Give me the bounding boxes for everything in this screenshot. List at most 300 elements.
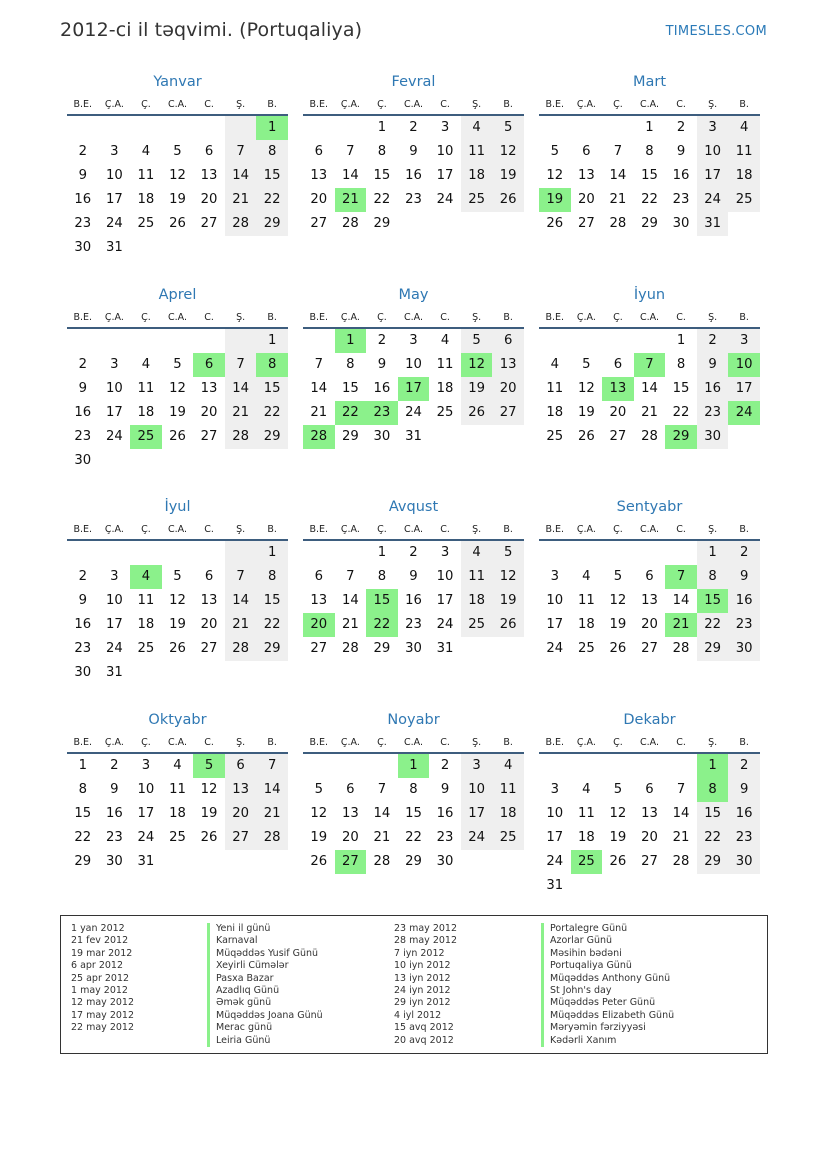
day-cell: 25 bbox=[546, 429, 564, 444]
weekday-header bbox=[67, 93, 288, 116]
day-cell: 22 bbox=[74, 830, 92, 845]
day-cell: 16 bbox=[728, 589, 760, 613]
weekday-label: C.A. bbox=[639, 524, 659, 535]
weekday-label: B.E. bbox=[73, 737, 93, 748]
day-cell: 29 bbox=[697, 850, 729, 874]
legend-entry: Yeni il günü bbox=[207, 923, 323, 935]
day-cell: 22 bbox=[697, 826, 729, 850]
weekday-label: B.E. bbox=[309, 312, 329, 323]
day-cell: 13 bbox=[641, 806, 658, 821]
day-cell: 29 bbox=[256, 425, 288, 449]
day-cell: 18 bbox=[546, 405, 564, 420]
month-block bbox=[539, 496, 760, 661]
day-cell: 29 bbox=[341, 429, 359, 444]
day-cell: 24 bbox=[137, 830, 155, 845]
day-cell: 25 bbox=[728, 188, 760, 212]
day-cell: 8 bbox=[409, 782, 418, 797]
day-cell: 6 bbox=[346, 782, 355, 797]
weekday-label: C.A. bbox=[403, 524, 423, 535]
day-cell: 26 bbox=[577, 429, 595, 444]
day-cell: 15 bbox=[697, 589, 729, 613]
day-cell: 27 bbox=[200, 641, 218, 656]
weekday-label: C.A. bbox=[639, 737, 659, 748]
day-cell: 22 bbox=[405, 830, 422, 845]
legend-entry: Kədərli Xanım bbox=[541, 1035, 674, 1047]
month-name: Dekabr bbox=[623, 712, 676, 728]
day-cell: 23 bbox=[697, 401, 729, 425]
day-cell: 13 bbox=[225, 778, 257, 802]
day-cell: 3 bbox=[141, 758, 151, 773]
weekday-label: Ç. bbox=[141, 524, 151, 535]
weekday-header bbox=[303, 731, 524, 754]
weekday-label: Ç.A. bbox=[340, 99, 360, 110]
day-cell: 27 bbox=[335, 850, 367, 874]
month-name: Fevral bbox=[391, 74, 436, 90]
month-block bbox=[67, 496, 288, 685]
day-cell: 12 bbox=[492, 565, 524, 589]
legend-entry: 6 apr 2012 bbox=[71, 960, 124, 972]
day-cell: 7 bbox=[225, 353, 257, 377]
weekday-label: B. bbox=[503, 99, 513, 110]
weekday-label: B. bbox=[267, 524, 277, 535]
empty-cell bbox=[99, 116, 131, 140]
day-cell: 6 bbox=[225, 754, 257, 778]
day-cell: 6 bbox=[645, 782, 654, 797]
day-cell: 9 bbox=[728, 565, 760, 589]
day-cell: 8 bbox=[697, 778, 729, 802]
day-cell: 7 bbox=[225, 140, 257, 164]
weekday-label: B. bbox=[267, 99, 277, 110]
day-cell: 8 bbox=[676, 357, 686, 372]
day-cell: 13 bbox=[602, 377, 634, 401]
weekday-label: Ç. bbox=[613, 737, 623, 748]
legend-entry: Müqəddəs Peter Günü bbox=[541, 997, 674, 1009]
day-cell: 25 bbox=[461, 188, 493, 212]
legend-entry: Portuqaliya Günü bbox=[541, 960, 674, 972]
day-cell: 5 bbox=[173, 144, 182, 159]
empty-cell bbox=[335, 541, 367, 565]
day-cell: 4 bbox=[582, 569, 591, 584]
day-cell: 11 bbox=[436, 357, 454, 372]
month-name: May bbox=[398, 287, 429, 303]
legend-entry: Müqəddəs Joana Günü bbox=[207, 1010, 323, 1022]
day-cell: 20 bbox=[641, 617, 658, 632]
month-block bbox=[303, 709, 524, 874]
day-cell: 19 bbox=[169, 405, 186, 420]
day-cell: 10 bbox=[697, 140, 729, 164]
weekday-label: Ç. bbox=[377, 524, 387, 535]
empty-cell bbox=[193, 329, 225, 353]
empty-cell bbox=[303, 754, 335, 778]
day-cell: 31 bbox=[697, 212, 729, 236]
day-cell: 5 bbox=[492, 116, 524, 140]
day-cell: 9 bbox=[676, 144, 686, 159]
day-cell: 26 bbox=[169, 429, 186, 444]
day-cell: 27 bbox=[577, 216, 595, 231]
day-cell: 27 bbox=[492, 401, 524, 425]
weekday-label: C. bbox=[204, 312, 214, 323]
day-cell: 30 bbox=[728, 850, 760, 874]
day-cell: 22 bbox=[335, 401, 367, 425]
day-cell: 26 bbox=[609, 854, 627, 869]
day-cell: 2 bbox=[697, 329, 729, 353]
weekday-label: B.E. bbox=[545, 99, 565, 110]
day-cell: 4 bbox=[130, 565, 162, 589]
day-grid bbox=[303, 116, 524, 236]
day-cell: 12 bbox=[200, 782, 218, 797]
month-block bbox=[303, 496, 524, 661]
day-cell: 18 bbox=[577, 830, 595, 845]
day-cell: 5 bbox=[314, 782, 323, 797]
weekday-label: Ş. bbox=[236, 524, 246, 535]
day-cell: 21 bbox=[672, 830, 690, 845]
day-cell: 10 bbox=[436, 144, 454, 159]
day-grid bbox=[539, 116, 760, 236]
day-cell: 2 bbox=[728, 754, 760, 778]
weekday-label: Ç.A. bbox=[104, 312, 124, 323]
day-cell: 15 bbox=[641, 168, 658, 183]
day-cell: 24 bbox=[105, 641, 123, 656]
day-cell: 11 bbox=[137, 168, 155, 183]
day-cell: 19 bbox=[609, 830, 627, 845]
day-cell: 11 bbox=[492, 778, 524, 802]
day-cell: 17 bbox=[546, 830, 564, 845]
day-cell: 26 bbox=[200, 830, 218, 845]
empty-cell bbox=[193, 116, 225, 140]
day-cell: 23 bbox=[366, 401, 398, 425]
day-cell: 18 bbox=[169, 806, 186, 821]
day-cell: 15 bbox=[256, 589, 288, 613]
day-cell: 9 bbox=[78, 168, 87, 183]
day-cell: 19 bbox=[461, 377, 493, 401]
day-cell: 9 bbox=[110, 782, 119, 797]
legend-entry: 10 iyn 2012 bbox=[394, 960, 451, 972]
empty-cell bbox=[335, 116, 367, 140]
weekday-label: Ş. bbox=[472, 737, 482, 748]
day-cell: 25 bbox=[461, 613, 493, 637]
weekday-label: B. bbox=[267, 737, 277, 748]
day-cell: 13 bbox=[310, 168, 328, 183]
day-cell: 20 bbox=[200, 405, 218, 420]
legend-entry: 4 iyl 2012 bbox=[394, 1009, 442, 1021]
day-cell: 19 bbox=[492, 589, 524, 613]
weekday-label: C. bbox=[676, 737, 686, 748]
month-block bbox=[539, 71, 760, 236]
day-cell: 13 bbox=[310, 593, 328, 608]
day-cell: 19 bbox=[310, 830, 328, 845]
day-cell: 22 bbox=[697, 613, 729, 637]
day-cell: 30 bbox=[672, 216, 690, 231]
day-cell: 29 bbox=[405, 854, 422, 869]
day-cell: 4 bbox=[141, 357, 151, 372]
legend-names-col-1 bbox=[207, 923, 323, 1047]
day-cell: 5 bbox=[193, 754, 225, 778]
month-name: Noyabr bbox=[387, 712, 440, 728]
day-cell: 12 bbox=[169, 381, 186, 396]
day-cell: 29 bbox=[256, 637, 288, 661]
day-cell: 9 bbox=[409, 144, 418, 159]
weekday-label: Ç.A. bbox=[576, 524, 596, 535]
day-cell: 31 bbox=[436, 641, 454, 656]
day-cell: 2 bbox=[409, 120, 418, 135]
day-cell: 30 bbox=[728, 637, 760, 661]
legend-entry: St John's day bbox=[541, 985, 674, 997]
day-cell: 23 bbox=[728, 613, 760, 637]
day-cell: 6 bbox=[193, 353, 225, 377]
day-cell: 14 bbox=[373, 806, 391, 821]
day-cell: 21 bbox=[256, 802, 288, 826]
day-cell: 8 bbox=[256, 140, 288, 164]
day-cell: 17 bbox=[546, 617, 564, 632]
day-cell: 25 bbox=[169, 830, 186, 845]
day-cell: 6 bbox=[582, 144, 591, 159]
weekday-label: C. bbox=[676, 99, 686, 110]
day-cell: 14 bbox=[609, 168, 627, 183]
day-cell: 7 bbox=[225, 565, 257, 589]
weekday-label: C. bbox=[676, 524, 686, 535]
day-cell: 31 bbox=[105, 240, 123, 255]
day-cell: 21 bbox=[373, 830, 391, 845]
day-cell: 25 bbox=[492, 826, 524, 850]
day-grid bbox=[67, 541, 288, 685]
day-cell: 3 bbox=[550, 782, 559, 797]
day-cell: 6 bbox=[204, 569, 214, 584]
legend-entry: Məryəmin fərziyyəsi bbox=[541, 1022, 674, 1034]
day-cell: 3 bbox=[697, 116, 729, 140]
legend-entry: 12 may 2012 bbox=[71, 997, 135, 1009]
weekday-header bbox=[67, 731, 288, 754]
day-cell: 5 bbox=[582, 357, 591, 372]
day-cell: 23 bbox=[74, 216, 92, 231]
month-block bbox=[539, 709, 760, 898]
day-cell: 11 bbox=[461, 140, 493, 164]
day-cell: 4 bbox=[461, 116, 493, 140]
day-cell: 2 bbox=[78, 357, 87, 372]
empty-cell bbox=[67, 541, 99, 565]
day-cell: 11 bbox=[137, 593, 155, 608]
legend-entry: 19 mar 2012 bbox=[71, 947, 133, 959]
weekday-header bbox=[539, 93, 760, 116]
day-cell: 10 bbox=[105, 381, 123, 396]
day-cell: 17 bbox=[105, 617, 123, 632]
day-cell: 21 bbox=[609, 192, 627, 207]
day-cell: 21 bbox=[225, 401, 257, 425]
day-cell: 4 bbox=[173, 758, 182, 773]
weekday-label: C. bbox=[440, 737, 450, 748]
weekday-label: B. bbox=[739, 524, 749, 535]
weekday-label: Ş. bbox=[472, 524, 482, 535]
day-cell: 8 bbox=[377, 144, 387, 159]
empty-cell bbox=[571, 541, 603, 565]
weekday-label: B.E. bbox=[309, 737, 329, 748]
day-cell: 17 bbox=[137, 806, 155, 821]
month-name: Sentyabr bbox=[616, 499, 683, 515]
day-cell: 1 bbox=[256, 116, 288, 140]
day-cell: 17 bbox=[697, 164, 729, 188]
weekday-label: C.A. bbox=[403, 312, 423, 323]
legend-entry: Müqəddəs Anthony Günü bbox=[541, 973, 674, 985]
day-cell: 26 bbox=[169, 216, 186, 231]
day-cell: 26 bbox=[492, 613, 524, 637]
day-cell: 25 bbox=[436, 405, 454, 420]
day-cell: 13 bbox=[200, 381, 218, 396]
empty-cell bbox=[665, 754, 697, 778]
legend-entry: 21 fev 2012 bbox=[71, 935, 129, 947]
weekday-label: B. bbox=[739, 99, 749, 110]
weekday-label: C.A. bbox=[403, 737, 423, 748]
day-cell: 18 bbox=[137, 192, 155, 207]
day-cell: 13 bbox=[200, 168, 218, 183]
weekday-label: C.A. bbox=[639, 312, 659, 323]
day-cell: 7 bbox=[346, 144, 355, 159]
day-cell: 31 bbox=[105, 665, 123, 680]
day-cell: 27 bbox=[310, 641, 328, 656]
day-cell: 2 bbox=[409, 545, 418, 560]
day-cell: 18 bbox=[461, 164, 493, 188]
day-cell: 22 bbox=[672, 405, 690, 420]
day-cell: 17 bbox=[461, 802, 493, 826]
brand-link[interactable]: TIMESLES.COM bbox=[665, 24, 767, 39]
month-block bbox=[303, 71, 524, 236]
legend-entry: 28 may 2012 bbox=[394, 935, 458, 947]
holiday-legend bbox=[60, 915, 768, 1054]
day-cell: 22 bbox=[256, 401, 288, 425]
weekday-label: B.E. bbox=[545, 737, 565, 748]
day-cell: 29 bbox=[256, 212, 288, 236]
day-cell: 19 bbox=[169, 192, 186, 207]
day-cell: 23 bbox=[436, 830, 454, 845]
day-cell: 15 bbox=[74, 806, 92, 821]
day-cell: 19 bbox=[492, 164, 524, 188]
day-cell: 16 bbox=[728, 802, 760, 826]
day-cell: 30 bbox=[74, 453, 92, 468]
day-cell: 9 bbox=[78, 381, 87, 396]
day-cell: 9 bbox=[377, 357, 387, 372]
day-cell: 21 bbox=[335, 188, 367, 212]
day-cell: 1 bbox=[377, 545, 387, 560]
day-cell: 29 bbox=[641, 216, 658, 231]
day-cell: 8 bbox=[346, 357, 355, 372]
legend-entry: Məsihin bədəni bbox=[541, 948, 674, 960]
month-block bbox=[67, 709, 288, 874]
weekday-label: Ç. bbox=[141, 99, 151, 110]
day-cell: 15 bbox=[341, 381, 359, 396]
day-cell: 12 bbox=[461, 353, 493, 377]
weekday-label: Ş. bbox=[236, 737, 246, 748]
empty-cell bbox=[162, 541, 194, 565]
weekday-label: B.E. bbox=[73, 524, 93, 535]
legend-entry: 13 iyn 2012 bbox=[394, 972, 451, 984]
day-cell: 23 bbox=[405, 192, 422, 207]
day-cell: 14 bbox=[672, 593, 690, 608]
weekday-header bbox=[303, 518, 524, 541]
day-cell: 3 bbox=[440, 120, 450, 135]
weekday-label: B. bbox=[503, 737, 513, 748]
day-cell: 4 bbox=[492, 754, 524, 778]
empty-cell bbox=[130, 116, 162, 140]
day-cell: 29 bbox=[665, 425, 697, 449]
day-cell: 24 bbox=[105, 216, 123, 231]
day-cell: 10 bbox=[137, 782, 155, 797]
day-cell: 7 bbox=[634, 353, 666, 377]
day-cell: 15 bbox=[697, 802, 729, 826]
weekday-header bbox=[303, 306, 524, 329]
weekday-label: Ş. bbox=[708, 524, 718, 535]
day-cell: 18 bbox=[137, 617, 155, 632]
day-cell: 28 bbox=[341, 641, 359, 656]
day-cell: 11 bbox=[169, 782, 186, 797]
weekday-label: Ç.A. bbox=[104, 524, 124, 535]
day-cell: 18 bbox=[436, 381, 454, 396]
day-cell: 7 bbox=[314, 357, 323, 372]
day-cell: 8 bbox=[78, 782, 87, 797]
month-name: Avqust bbox=[388, 499, 439, 515]
day-cell: 27 bbox=[200, 429, 218, 444]
day-cell: 4 bbox=[728, 116, 760, 140]
day-cell: 29 bbox=[373, 641, 391, 656]
day-cell: 9 bbox=[409, 569, 418, 584]
day-cell: 18 bbox=[492, 802, 524, 826]
day-cell: 8 bbox=[377, 569, 387, 584]
legend-entry: Müqəddəs Elizabeth Günü bbox=[541, 1010, 674, 1022]
day-cell: 1 bbox=[335, 329, 367, 353]
legend-entry: 22 may 2012 bbox=[71, 1022, 135, 1034]
empty-cell bbox=[571, 116, 603, 140]
day-cell: 4 bbox=[440, 333, 450, 348]
day-cell: 23 bbox=[672, 192, 690, 207]
day-cell: 5 bbox=[550, 144, 559, 159]
day-cell: 24 bbox=[105, 429, 123, 444]
legend-entry: 20 avq 2012 bbox=[394, 1034, 454, 1046]
day-cell: 24 bbox=[461, 826, 493, 850]
day-cell: 1 bbox=[377, 120, 387, 135]
day-cell: 28 bbox=[303, 425, 335, 449]
weekday-header bbox=[303, 93, 524, 116]
legend-entry: 25 apr 2012 bbox=[71, 972, 130, 984]
month-name: Mart bbox=[632, 74, 667, 90]
weekday-label: Ş. bbox=[472, 99, 482, 110]
legend-entry: Müqəddəs Yusif Günü bbox=[207, 948, 323, 960]
month-name: İyun bbox=[633, 287, 666, 303]
day-cell: 14 bbox=[341, 168, 359, 183]
empty-cell bbox=[303, 541, 335, 565]
empty-cell bbox=[67, 329, 99, 353]
weekday-label: C. bbox=[440, 312, 450, 323]
day-cell: 17 bbox=[436, 593, 454, 608]
empty-cell bbox=[303, 116, 335, 140]
day-cell: 6 bbox=[314, 569, 323, 584]
day-cell: 6 bbox=[492, 329, 524, 353]
day-cell: 7 bbox=[256, 754, 288, 778]
day-cell: 14 bbox=[256, 778, 288, 802]
empty-cell bbox=[634, 541, 666, 565]
day-cell: 1 bbox=[78, 758, 87, 773]
day-cell: 1 bbox=[256, 541, 288, 565]
day-cell: 15 bbox=[672, 381, 690, 396]
day-cell: 4 bbox=[461, 541, 493, 565]
day-cell: 27 bbox=[200, 216, 218, 231]
day-cell: 28 bbox=[225, 212, 257, 236]
day-cell: 11 bbox=[461, 565, 493, 589]
day-cell: 21 bbox=[225, 613, 257, 637]
day-cell: 2 bbox=[78, 569, 87, 584]
weekday-header bbox=[539, 306, 760, 329]
day-cell: 3 bbox=[550, 569, 559, 584]
day-cell: 11 bbox=[728, 140, 760, 164]
day-cell: 15 bbox=[405, 806, 422, 821]
day-cell: 11 bbox=[577, 806, 595, 821]
empty-cell bbox=[634, 329, 666, 353]
